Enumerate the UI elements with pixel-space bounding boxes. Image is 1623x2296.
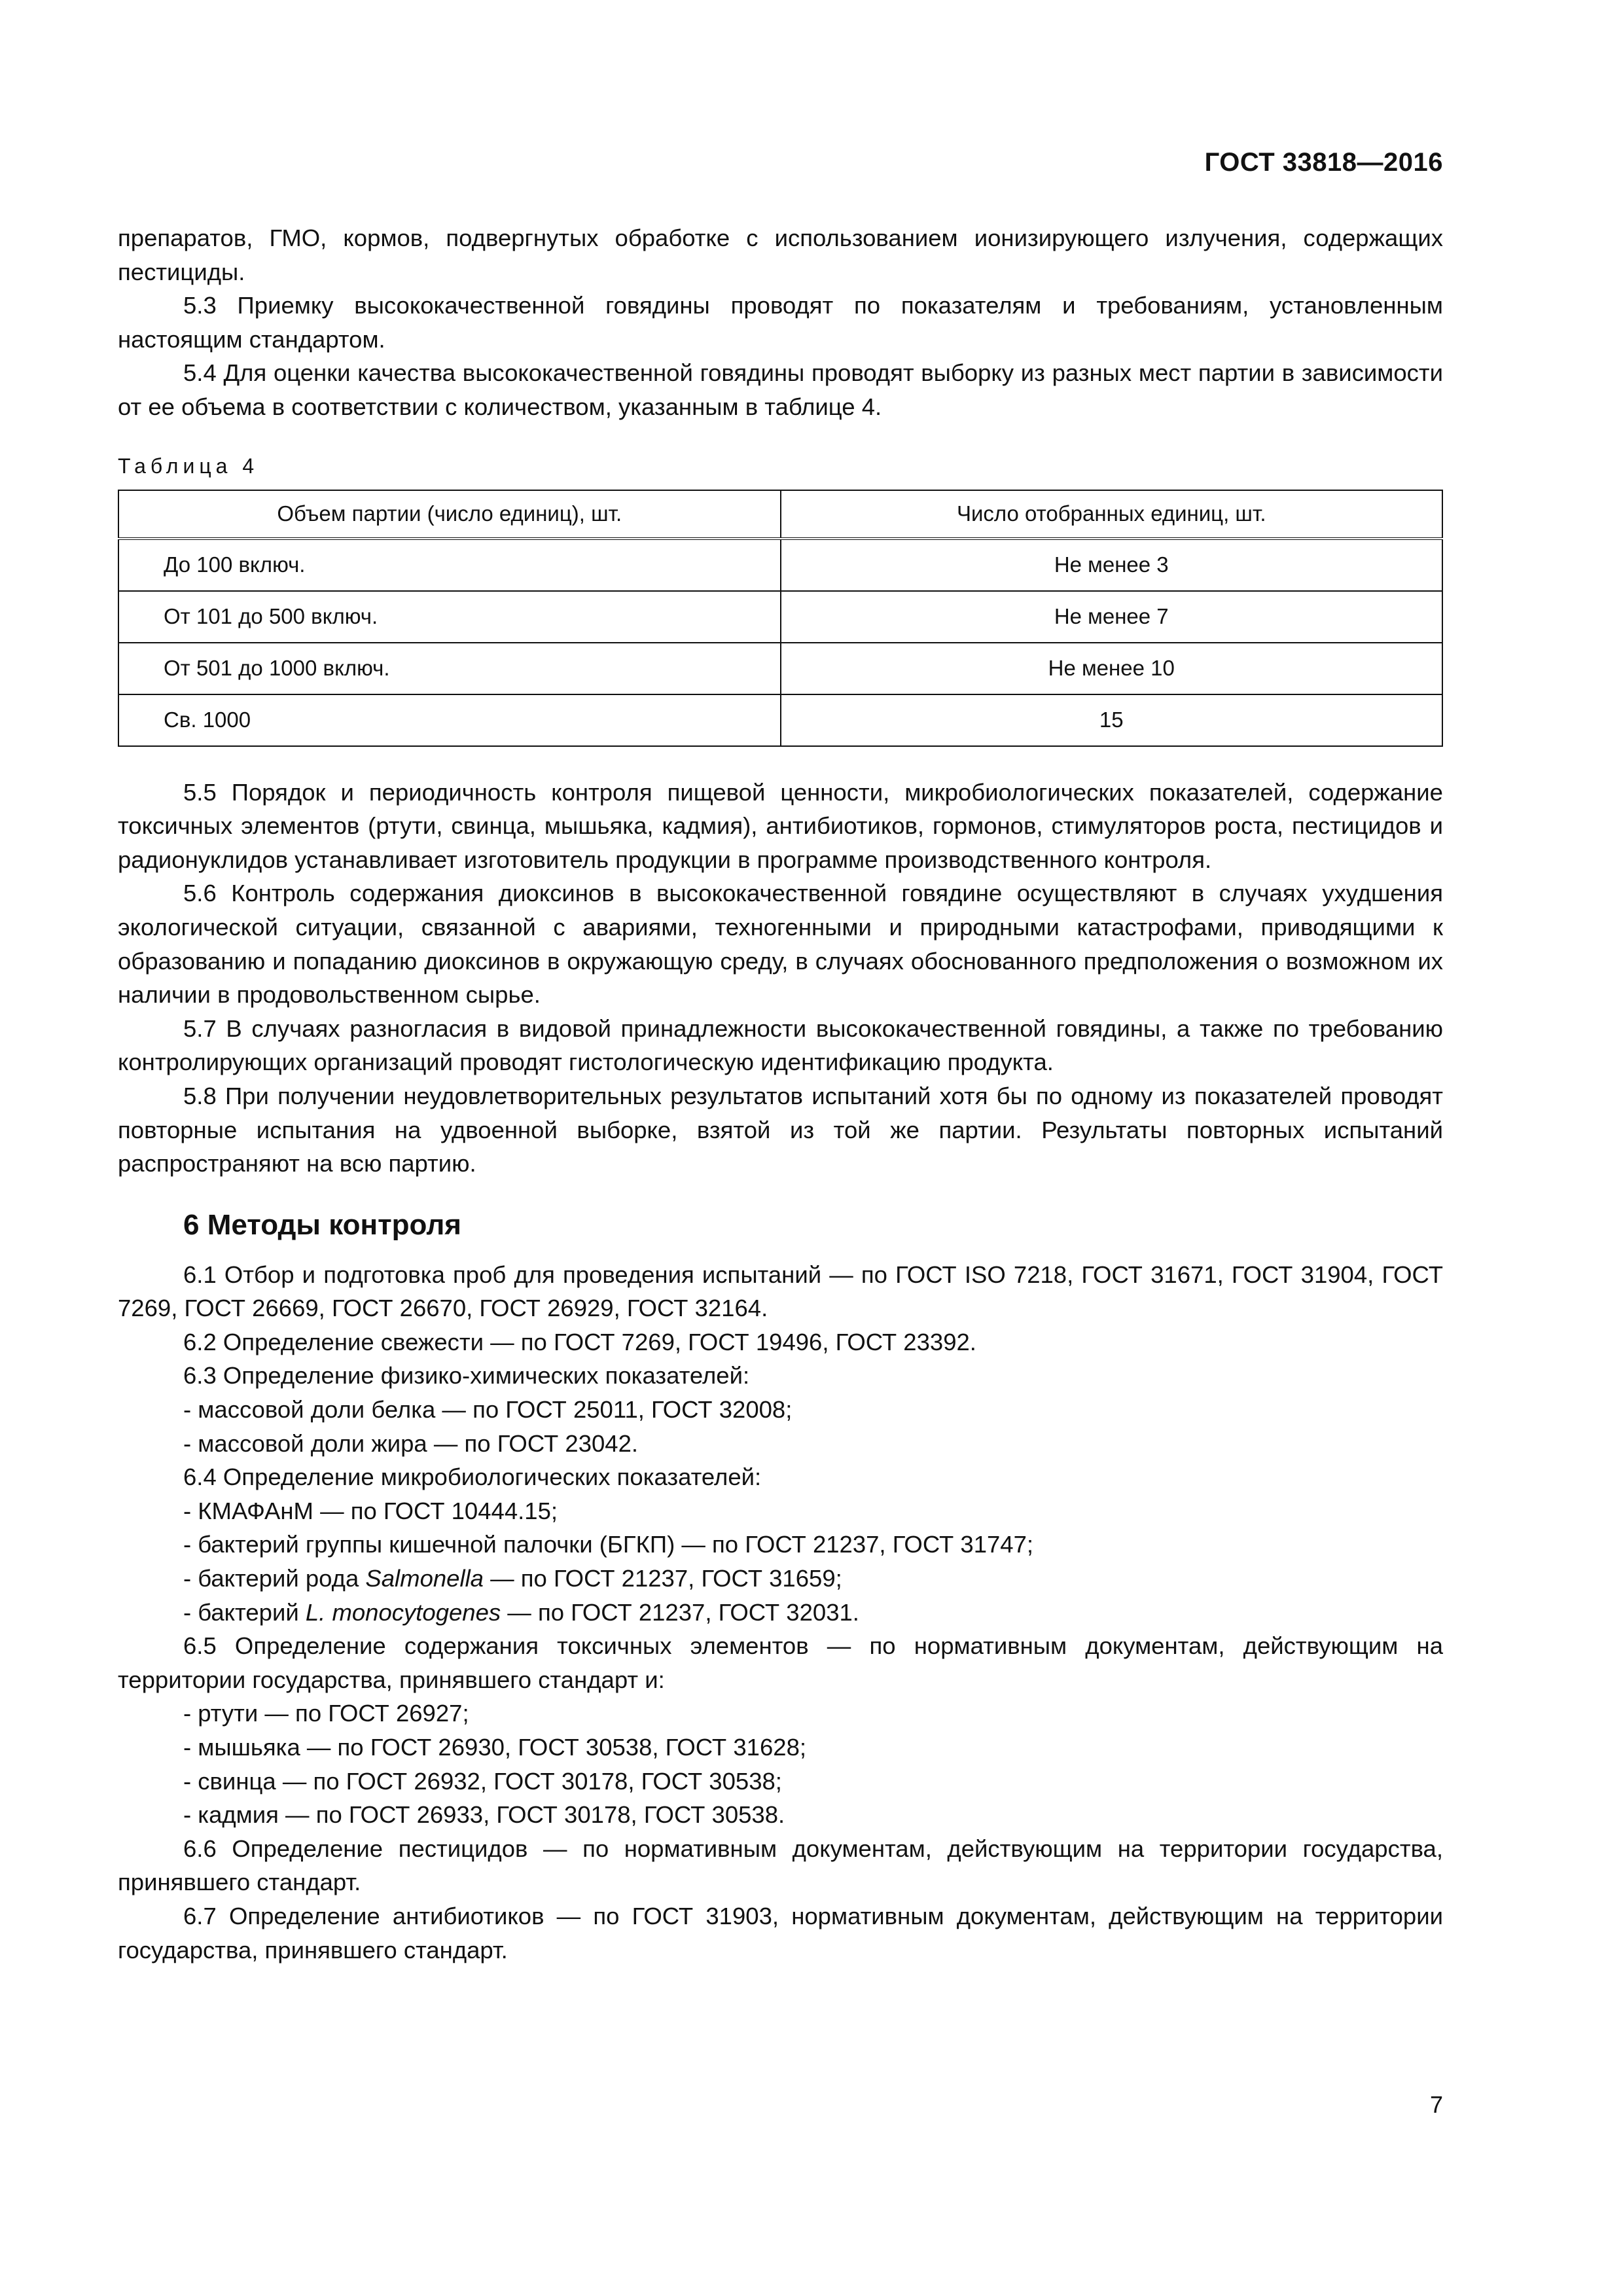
list-item-text: - бактерий рода: [183, 1565, 366, 1592]
table-cell: Не менее 10: [781, 643, 1443, 694]
paragraph: препаратов, ГМО, кормов, подвергнутых обработке с использованием ионизирующего излучения, содержащих пестициды.: [118, 224, 1443, 285]
list-item: - ртути — по ГОСТ 26927;: [183, 1700, 469, 1727]
table-cell: 15: [781, 694, 1443, 746]
table-row: [118, 694, 1442, 746]
paragraph-5-8: 5.8 При получении неудовлетворительных результатов испытаний хотя бы по одному из показателей проводят повторные испытания на удвоенной выборке, взятой из той же партии. Результаты повторных испытаний распространяют на всю партию.: [118, 1082, 1443, 1177]
paragraph-6-2: 6.2 Определение свежести — по ГОСТ 7269, ГОСТ 19496, ГОСТ 23392.: [183, 1328, 976, 1355]
paragraph-5-7: 5.7 В случаях разногласия в видовой принадлежности высококачественной говядины, а также по требованию контролирующих организаций проводят гистологическую идентификацию продукта.: [118, 1014, 1443, 1076]
table-header-cell: Объем партии (число единиц), шт.: [118, 490, 781, 539]
list-item: - массовой доли белка — по ГОСТ 25011, ГОСТ 32008;: [183, 1396, 793, 1424]
paragraph-6-3: 6.3 Определение физико-химических показателей:: [183, 1362, 750, 1390]
doc-body: [118, 221, 1443, 1967]
list-item: - кадмия — по ГОСТ 26933, ГОСТ 30178, ГОСТ 30538.: [183, 1801, 785, 1829]
list-item: - мышьяка — по ГОСТ 26930, ГОСТ 30538, ГОСТ 31628;: [183, 1734, 807, 1761]
table-cell: От 101 до 500 включ.: [118, 591, 781, 643]
list-item: - массовой доли жира — по ГОСТ 23042.: [183, 1429, 639, 1457]
table-cell: Не менее 3: [781, 539, 1443, 591]
list-item-text: - бактерий: [183, 1598, 306, 1626]
paragraph-5-3: 5.3 Приемку высококачественной говядины проводят по показателям и требованиям, установленным настоящим стандартом.: [118, 292, 1443, 353]
paragraph-6-6: 6.6 Определение пестицидов — по нормативным документам, действующим на территории государства, принявшего стандарт.: [118, 1835, 1443, 1896]
list-item: - бактерий группы кишечной палочки (БГКП) — по ГОСТ 21237, ГОСТ 31747;: [183, 1531, 1034, 1558]
list-item: [118, 1596, 1443, 1630]
paragraph-6-4: 6.4 Определение микробиологических показателей:: [183, 1463, 762, 1491]
paragraph-5-4: 5.4 Для оценки качества высококачественной говядины проводят выборку из разных мест партии в зависимости от ее объема в соответствии с количеством, указанным в таблице 4.: [118, 359, 1443, 420]
paragraph-6-7: 6.7 Определение антибиотиков — по ГОСТ 31903, нормативным документам, действующим на территории государства, принявшего стандарт.: [118, 1902, 1443, 1964]
table-cell: Не менее 7: [781, 591, 1443, 643]
list-item-italic: L. monocytogenes: [305, 1598, 501, 1626]
table-cell: До 100 включ.: [118, 539, 781, 591]
paragraph-5-5: 5.5 Порядок и периодичность контроля пищевой ценности, микробиологических показателей, содержание токсичных элементов (ртути, свинца, мышьяка, кадмия), антибиотиков, гормонов, стимуляторов роста, пестицидов и радионуклидов устанавливает изготовитель продукции в программе производственного контроля.: [118, 778, 1443, 873]
table-row: [118, 539, 1442, 591]
table-cell: Св. 1000: [118, 694, 781, 746]
list-item: - КМАФАнМ — по ГОСТ 10444.15;: [183, 1497, 558, 1524]
list-item-text: — по ГОСТ 21237, ГОСТ 32031.: [501, 1598, 859, 1626]
list-item: [118, 1562, 1443, 1596]
page-number: 7: [1429, 2091, 1443, 2118]
table-cell: От 501 до 1000 включ.: [118, 643, 781, 694]
table-row: [118, 643, 1442, 694]
paragraph-6-1: 6.1 Отбор и подготовка проб для проведения испытаний — по ГОСТ ISO 7218, ГОСТ 31671, ГОСТ 31904, ГОСТ 7269, ГОСТ 26669, ГОСТ 26670, ГОСТ 26929, ГОСТ 32164.: [118, 1261, 1443, 1322]
paragraph-5-6: 5.6 Контроль содержания диоксинов в высококачественной говядине осуществляют в случаях ухудшения экологической ситуации, связанной с авариями, техногенными и природными катастрофами, приводящими к образованию и попаданию диоксинов в окружающую среду, в случаях обоснованного предположения о возможном их наличии в продовольственном сырье.: [118, 880, 1443, 1009]
sample-table: [118, 490, 1443, 747]
list-item-text: — по ГОСТ 21237, ГОСТ 31659;: [483, 1565, 842, 1592]
list-item: - свинца — по ГОСТ 26932, ГОСТ 30178, ГОСТ 30538;: [183, 1767, 782, 1795]
paragraph-6-5: 6.5 Определение содержания токсичных элементов — по нормативным документам, действующим на территории государства, принявшего стандарт и:: [118, 1632, 1443, 1693]
doc-header: ГОСТ 33818—2016: [1204, 148, 1443, 177]
section-title: 6 Методы контроля: [183, 1208, 461, 1241]
table-header-row: [118, 490, 1442, 539]
table-caption: Таблица 4: [118, 454, 259, 478]
table-header-cell: Число отобранных единиц, шт.: [781, 490, 1443, 539]
list-item-italic: Salmonella: [365, 1565, 484, 1592]
table-row: [118, 591, 1442, 643]
